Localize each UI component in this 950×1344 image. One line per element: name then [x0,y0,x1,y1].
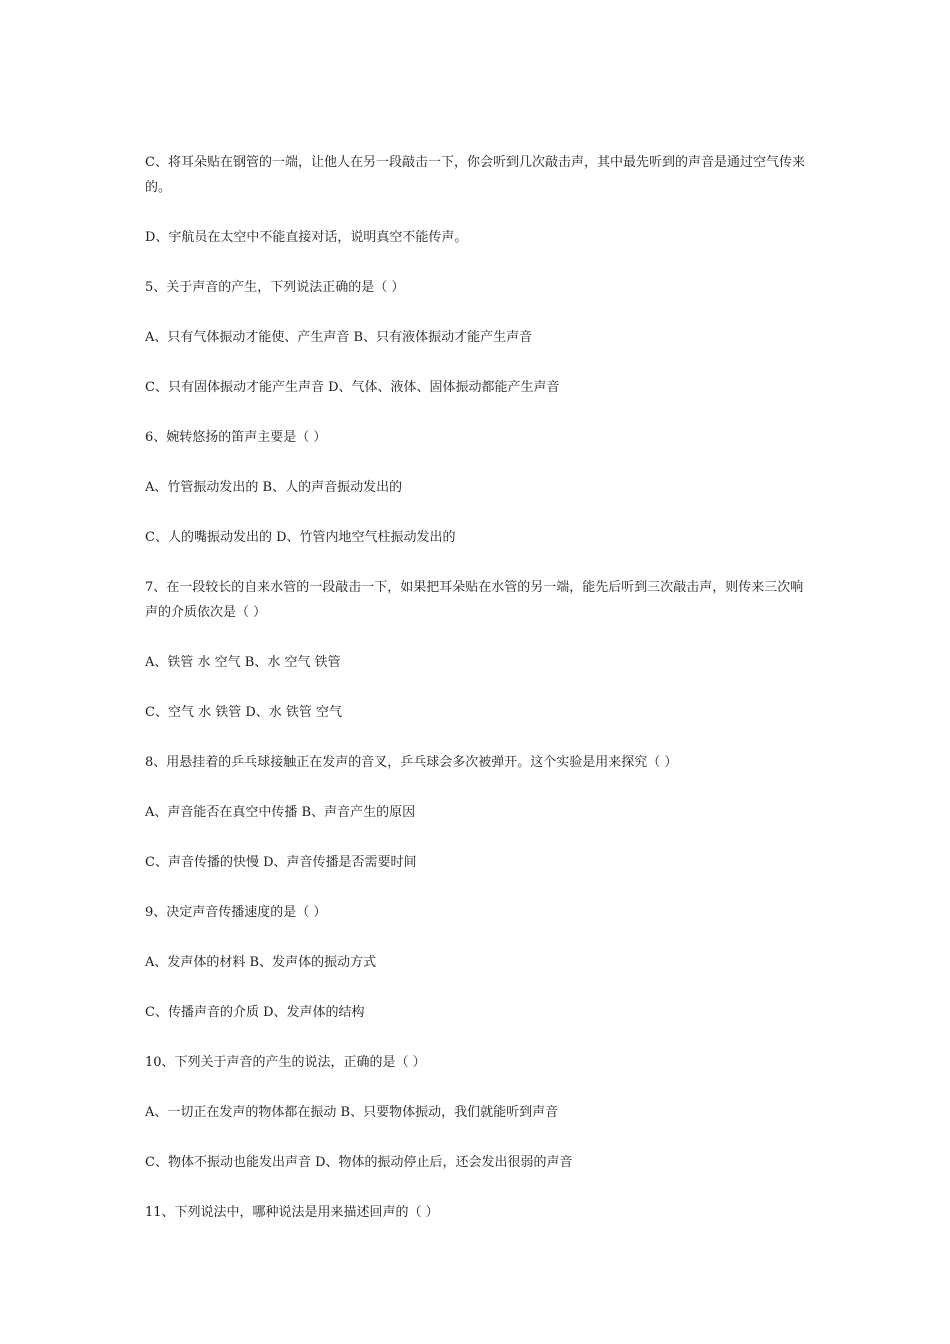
question-9: 9、决定声音传播速度的是（ ） [145,905,327,920]
options-ab-q6: A、竹管振动发出的 B、人的声音振动发出的 [145,480,403,495]
question-5: 5、关于声音的产生，下列说法正确的是（ ） [145,280,405,295]
options-cd-q5: C、只有固体振动才能产生声音 D、气体、液体、固体振动都能产生声音 [145,380,560,395]
options-ab-q8: A、声音能否在真空中传播 B、声音产生的原因 [145,805,416,820]
options-ab-q5: A、只有气体振动才能使、产生声音 B、只有液体振动才能产生声音 [145,330,533,345]
options-ab-q9: A、发声体的材料 B、发声体的振动方式 [145,955,377,970]
question-10: 10、下列关于声音的产生的说法，正确的是（ ） [145,1055,426,1070]
option-d-q4: D、宇航员在太空中不能直接对话，说明真空不能传声。 [145,230,468,245]
options-cd-q10: C、物体不振动也能发出声音 D、物体的振动停止后，还会发出很弱的声音 [145,1155,573,1170]
options-cd-q8: C、声音传播的快慢 D、声音传播是否需要时间 [145,855,417,870]
question-8: 8、用悬挂着的乒乓球接触正在发声的音叉，乒乓球会多次被弹开。这个实验是用来探究（ ） [145,755,678,770]
question-11: 11、下列说法中，哪种说法是用来描述回声的（ ） [145,1205,439,1220]
option-c-q4: C、将耳朵贴在钢管的一端，让他人在另一段敲击一下，你会听到几次敲击声，其中最先听到的声音是通过空气传来的。 [145,155,805,195]
document-body [145,150,810,1250]
question-7: 7、在一段较长的自来水管的一段敲击一下，如果把耳朵贴在水管的另一端，能先后听到三次敲击声，则传来三次响声的介质依次是（ ） [145,580,804,620]
options-ab-q10: A、一切正在发声的物体都在振动 B、只要物体振动，我们就能听到声音 [145,1105,559,1120]
options-cd-q9: C、传播声音的介质 D、发声体的结构 [145,1005,365,1020]
options-ab-q7: A、铁管 水 空气 B、水 空气 铁管 [145,655,341,670]
options-cd-q6: C、人的嘴振动发出的 D、竹管内地空气柱振动发出的 [145,530,456,545]
question-6: 6、婉转悠扬的笛声主要是（ ） [145,430,327,445]
options-cd-q7: C、空气 水 铁管 D、水 铁管 空气 [145,705,343,720]
